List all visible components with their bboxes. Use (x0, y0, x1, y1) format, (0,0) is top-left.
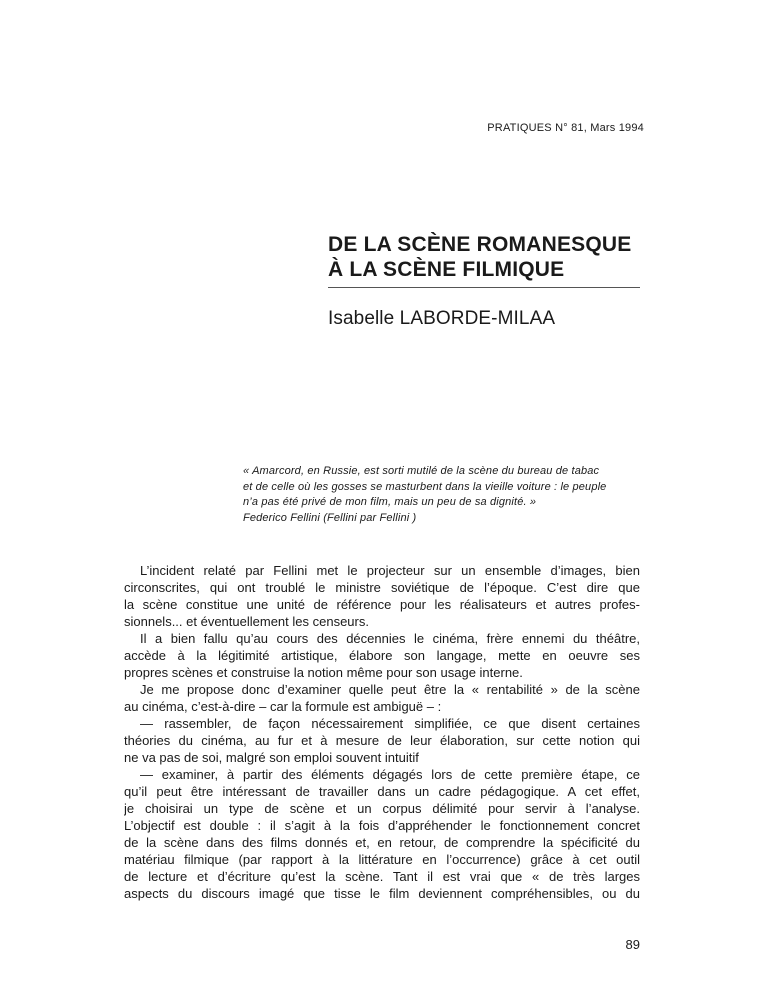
body-line: matériau filmique (par rapport à la littérature en l’occurrence) grâce à cet outil (124, 852, 640, 867)
article-title-line-2: À LA SCÈNE FILMIQUE (328, 258, 565, 281)
body-line: Il a bien fallu qu’au cours des décennies le cinéma, frère ennemi du théâtre, (140, 631, 640, 646)
article-title (328, 232, 658, 282)
body-line: au cinéma, c’est-à-dire – car la formule est ambiguë – : (124, 699, 442, 714)
article-author: Isabelle LABORDE-MILAA (328, 308, 556, 329)
body-line: L’objectif est double : il s’agit à la fois d’appréhender le fonctionnement concret (124, 818, 640, 833)
body-line: théories du cinéma, au fur et à mesure de leur élaboration, sur cette notion qui (124, 733, 640, 748)
article-title-line-1: DE LA SCÈNE ROMANESQUE (328, 233, 632, 256)
epigraph (243, 464, 653, 526)
epigraph-line: n’a pas été privé de mon film, mais un peu de sa dignité. » (243, 496, 537, 508)
journal-header: PRATIQUES N° 81, Mars 1994 (487, 122, 644, 134)
body-line: aspects du discours imagé que tisse le film deviennent compréhensibles, ou du (124, 886, 640, 901)
body-line: — rassembler, de façon nécessairement simplifiée, ce que disent certaines (140, 716, 640, 731)
body-line: ne va pas de soi, malgré son emploi souvent intuitif (124, 750, 419, 765)
body-line: de lecture et d’écriture qu’est la scène. Tant il est vrai que « de très larges (124, 869, 640, 884)
body-line: L’incident relaté par Fellini met le projecteur sur un ensemble d’images, bien (140, 563, 640, 578)
body-line: Je me propose donc d’examiner quelle peut être la « rentabilité » de la scène (140, 682, 640, 697)
body-line: de la scène dans des films donnés et, en retour, de comprendre la spécificité du (124, 835, 640, 850)
body-line: la scène constitue une unité de référence pour les réalisateurs et autres profes- (124, 597, 640, 612)
body-line: je choisirai un type de scène et un corpus délimité pour servir à l’analyse. (124, 801, 640, 816)
body-text (124, 562, 640, 902)
epigraph-line: « Amarcord, en Russie, est sorti mutilé de la scène du bureau de tabac (243, 465, 600, 477)
body-line: propres scènes et construise la notion même pour son usage interne. (124, 665, 523, 680)
body-line: — examiner, à partir des éléments dégagés lors de cette première étape, ce (140, 767, 640, 782)
body-line: sionnels... et éventuellement les censeurs. (124, 614, 369, 629)
epigraph-attribution: Federico Fellini (Fellini par Fellini ) (243, 511, 417, 524)
title-divider (328, 287, 640, 288)
body-line: circonscrites, qui ont troublé le ministre soviétique de l’époque. C’est dire que (124, 580, 640, 595)
body-line: accède à la légitimité artistique, élabore son langage, mette en oeuvre ses (124, 648, 640, 663)
epigraph-line: et de celle où les gosses se masturbent dans la vieille voiture : le peuple (243, 480, 607, 493)
body-line: qu’il peut être intéressant de travailler dans un cadre pédagogique. A cet effet, (124, 784, 640, 799)
page-number: 89 (625, 937, 640, 952)
